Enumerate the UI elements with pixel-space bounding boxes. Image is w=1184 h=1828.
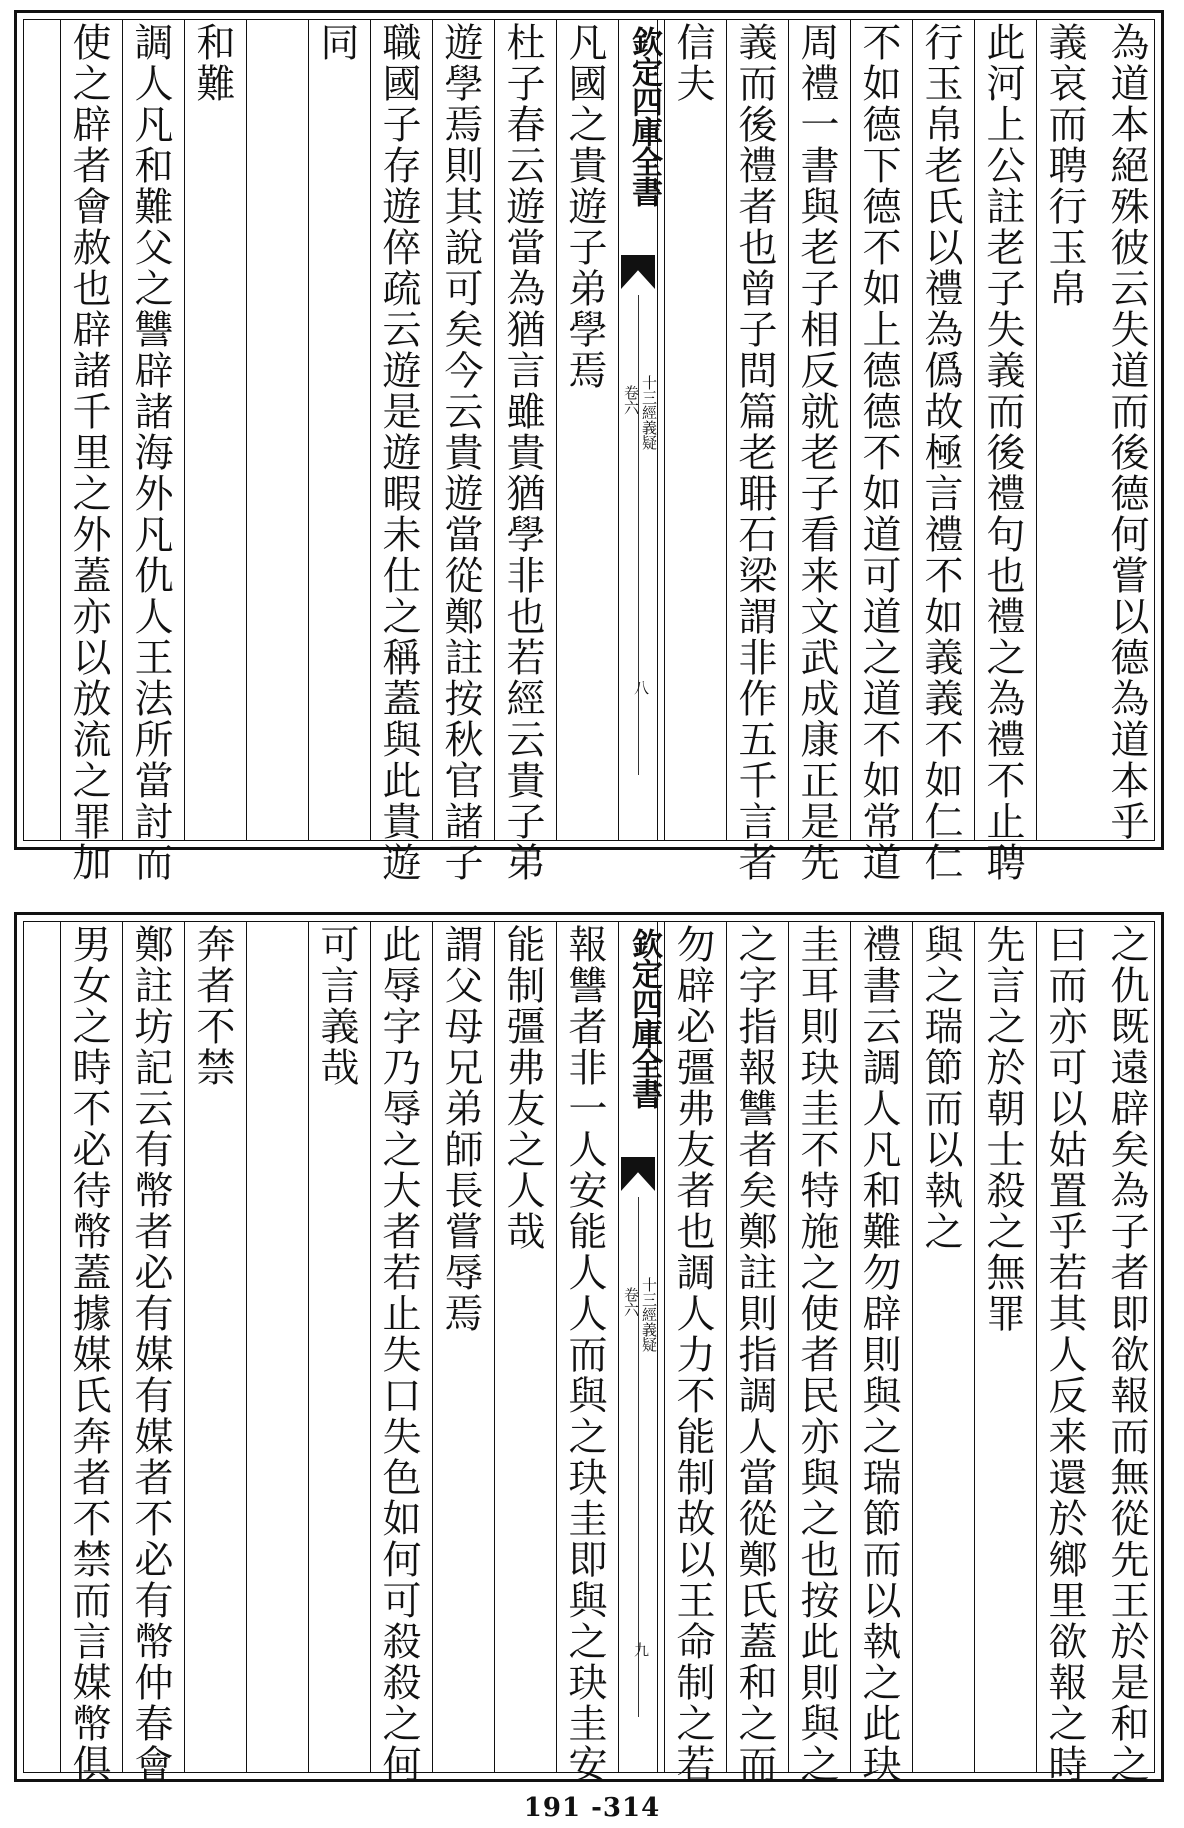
column-text: 禮書云調人凡和難勿辟則與之瑞節而以執之此玦	[856, 924, 901, 1785]
text-column	[246, 20, 302, 840]
text-column	[664, 20, 720, 840]
column-text: 為道本絕殊彼云失道而後德何嘗以德為道本乎	[1104, 22, 1149, 842]
text-column	[370, 20, 426, 883]
column-text: 先言之於朝士殺之無罪	[980, 924, 1025, 1334]
column-text: 男女之時不必待幣蓋據媒氏奔者不禁而言媒幣俱	[66, 924, 111, 1785]
book-title: 欽定四庫全書	[626, 26, 662, 206]
text-column	[726, 20, 782, 883]
text-column	[788, 922, 844, 1785]
book-title: 欽定四庫全書	[626, 928, 662, 1108]
text-column	[60, 922, 116, 1785]
text-column	[432, 20, 488, 883]
column-text: 凡國之貴遊子弟學焉	[562, 22, 607, 391]
text-column	[974, 922, 1030, 1772]
text-column	[850, 922, 906, 1785]
text-column	[1036, 922, 1092, 1785]
column-text: 信夫	[670, 22, 715, 104]
text-column	[432, 922, 488, 1772]
column-text: 之字指報讐者矣鄭註則指調人當從鄭氏蓋和之而	[732, 924, 777, 1785]
text-column	[246, 922, 302, 1772]
column-text: 義哀而聘行玉帛	[1042, 22, 1087, 309]
column-text: 能制彊弗友之人哉	[500, 924, 545, 1252]
text-column	[1036, 20, 1092, 840]
center-label: 十三經義疑	[640, 375, 658, 450]
column-text: 遊學焉則其說可矣今云貴遊當從鄭註按秋官諸子	[438, 22, 483, 883]
text-column	[1098, 922, 1154, 1785]
column-text: 周禮一書與老子相反就老子看来文武成康正是先	[794, 22, 839, 883]
column-text: 可言義哉	[314, 924, 359, 1088]
fold-line	[638, 295, 639, 775]
text-column	[494, 20, 550, 883]
fish-tail-mark	[621, 1157, 655, 1191]
column-text: 杜子春云遊當為猶言雖貴猶學非也若經云貴子弟	[500, 22, 545, 883]
center-label: 十三經義疑	[640, 1277, 658, 1352]
text-column	[912, 922, 968, 1772]
text-column	[122, 922, 178, 1785]
text-column	[726, 922, 782, 1785]
leaf-number: 八	[632, 680, 650, 695]
text-column	[912, 20, 968, 883]
text-column	[788, 20, 844, 883]
top-page-frame	[23, 19, 1155, 883]
text-column	[60, 20, 116, 883]
juan-label: 卷六	[622, 1287, 640, 1317]
column-text: 職國子存遊倅疏云遊是遊暇未仕之稱蓋與此貴遊	[376, 22, 421, 883]
bottom-page-frame	[23, 921, 1155, 1785]
text-column	[122, 20, 178, 883]
text-column	[184, 922, 240, 1772]
bottom-page	[14, 912, 1164, 1785]
column-text: 之仇既遠辟矣為子者即欲報而無從先王於是和之	[1104, 924, 1149, 1785]
center-fold	[618, 922, 662, 1772]
fish-tail-mark	[621, 255, 655, 289]
column-text: 報讐者非一人安能人人而與之玦圭即與之玦圭安	[562, 924, 607, 1785]
column-text: 同	[314, 22, 359, 63]
column-text: 使之辟者會赦也辟諸千里之外蓋亦以放流之罪加	[66, 22, 111, 883]
text-column	[974, 20, 1030, 883]
top-page	[14, 10, 1164, 883]
fold-line	[638, 1197, 639, 1717]
leaf-number: 九	[632, 1642, 650, 1657]
column-text: 此辱字乃辱之大者若止失口失色如何可殺殺之何	[376, 924, 421, 1785]
column-text: 義而後禮者也曾子問篇老耼石梁謂非作五千言者	[732, 22, 777, 883]
column-text: 謂父母兄弟師長嘗辱焉	[438, 924, 483, 1334]
column-text: 和難	[190, 22, 235, 104]
text-column	[556, 922, 612, 1785]
text-column	[664, 922, 720, 1785]
column-text: 圭耳則玦圭不特施之使者民亦與之也按此則與之	[794, 924, 839, 1785]
column-text: 鄭註坊記云有幣者必有媒有媒者不必有幣仲春會	[128, 924, 173, 1785]
column-text: 與之瑞節而以執之	[918, 924, 963, 1252]
text-column	[1098, 20, 1154, 840]
text-column	[494, 922, 550, 1772]
center-fold	[618, 20, 662, 840]
text-column	[308, 20, 364, 840]
text-column	[850, 20, 906, 883]
column-text: 曰而亦可以姑置乎若其人反来還於鄉里欲報之時	[1042, 924, 1087, 1785]
text-column	[308, 922, 364, 1772]
column-text: 奔者不禁	[190, 924, 235, 1088]
column-text: 此河上公註老子失義而後禮句也禮之為禮不止聘	[980, 22, 1025, 883]
column-text: 不如德下德不如上德德不如道可道之道不如常道	[856, 22, 901, 883]
footer-page-number: 191 -314	[523, 1793, 661, 1823]
text-column	[370, 922, 426, 1785]
juan-label: 卷六	[622, 385, 640, 415]
text-column	[184, 20, 240, 840]
column-text: 行玉帛老氏以禮為僞故極言禮不如義義不如仁仁	[918, 22, 963, 883]
column-text: 勿辟必彊弗友者也調人力不能制故以王命制之若	[670, 924, 715, 1785]
text-column	[556, 20, 612, 840]
column-text: 調人凡和難父之讐辟諸海外凡仇人王法所當討而	[128, 22, 173, 883]
